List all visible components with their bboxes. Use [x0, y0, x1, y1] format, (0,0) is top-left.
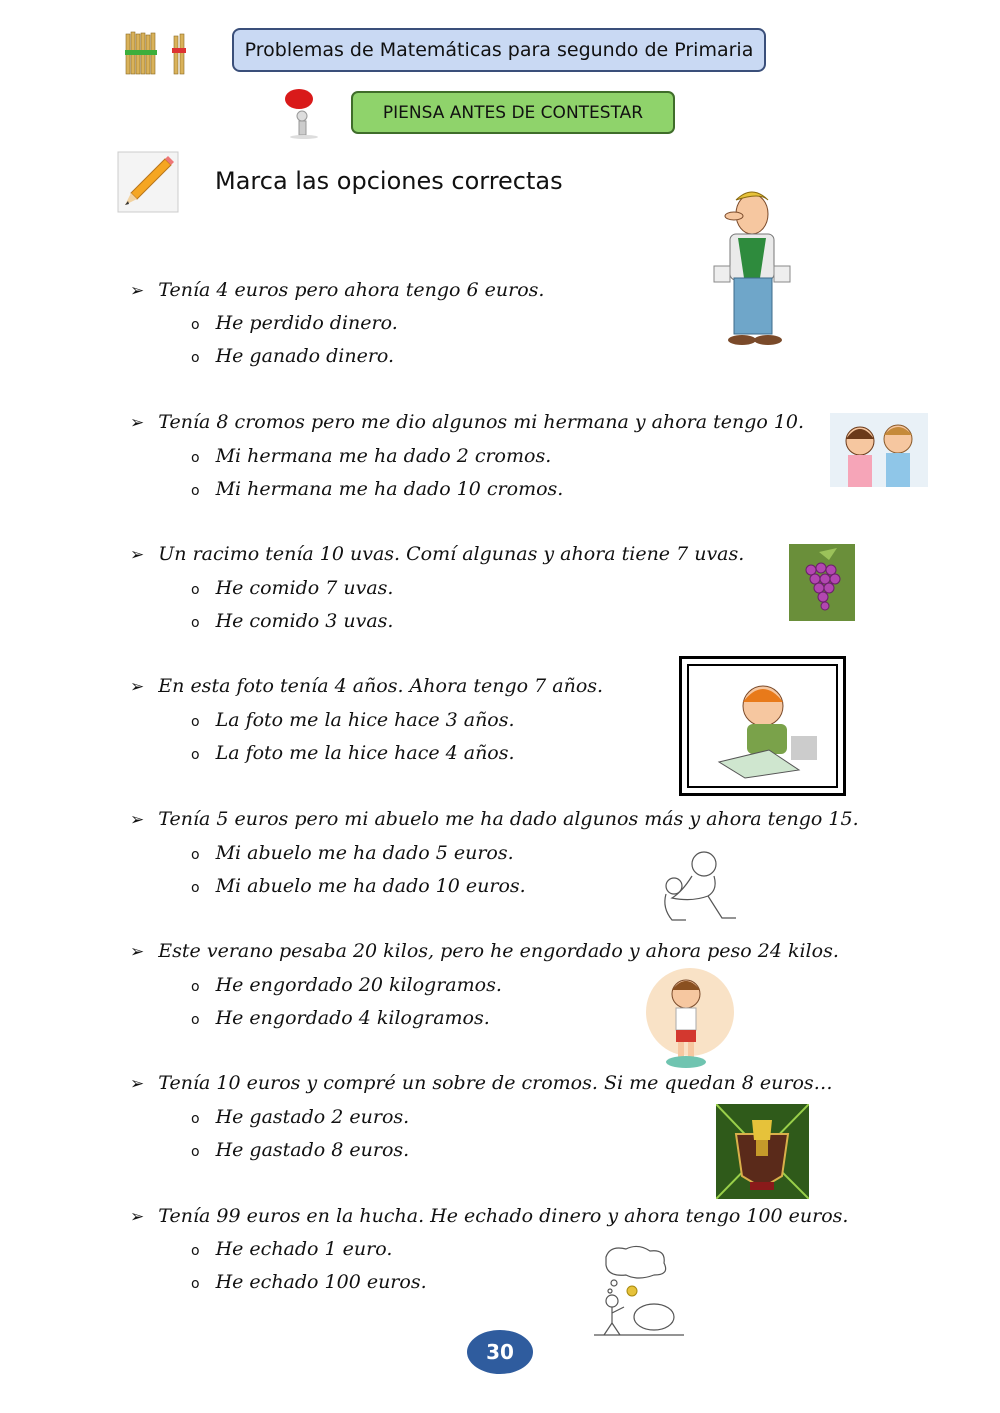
- option-text: La foto me la hice hace 4 años.: [215, 742, 515, 764]
- page-number: 30: [467, 1330, 533, 1374]
- trophy-shield-illustration: [716, 1104, 809, 1199]
- option-6b[interactable]: [191, 1007, 490, 1029]
- question-text: Tenía 10 euros y compré un sobre de cromos. Si me quedan 8 euros…: [158, 1072, 833, 1094]
- radio-circle-icon[interactable]: o: [191, 847, 200, 863]
- question-text: Tenía 4 euros pero ahora tengo 6 euros.: [158, 279, 545, 301]
- radio-circle-icon[interactable]: o: [191, 615, 200, 631]
- radio-circle-icon[interactable]: o: [191, 747, 200, 763]
- radio-circle-icon[interactable]: o: [191, 350, 200, 366]
- page-title: Problemas de Matemáticas para segundo de Primaria: [232, 28, 766, 72]
- option-text: He engordado 20 kilogramos.: [215, 974, 502, 996]
- radio-circle-icon[interactable]: o: [191, 582, 200, 598]
- arrow-bullet-icon: ➢: [130, 281, 145, 301]
- option-1a[interactable]: [191, 312, 398, 334]
- child-on-scale-illustration: [642, 968, 736, 1070]
- question-2: [130, 411, 804, 433]
- option-5b[interactable]: [191, 875, 526, 897]
- option-text: He echado 1 euro.: [215, 1238, 393, 1260]
- radio-circle-icon[interactable]: o: [191, 979, 200, 995]
- option-4a[interactable]: [191, 709, 515, 731]
- option-2b[interactable]: [191, 478, 563, 500]
- grapes-illustration: [789, 544, 855, 621]
- arrow-bullet-icon: ➢: [130, 413, 145, 433]
- option-4b[interactable]: [191, 742, 515, 764]
- instruction-heading: Marca las opciones correctas: [215, 167, 563, 195]
- radio-circle-icon[interactable]: o: [191, 1111, 200, 1127]
- arrow-bullet-icon: ➢: [130, 942, 145, 962]
- radio-circle-icon[interactable]: o: [191, 714, 200, 730]
- option-text: He comido 7 uvas.: [215, 577, 394, 599]
- option-text: He gastado 8 euros.: [215, 1139, 410, 1161]
- thinking-person-icon: [280, 88, 326, 140]
- pencil-icon: [117, 151, 179, 213]
- option-text: He echado 100 euros.: [215, 1271, 427, 1293]
- pencils-icon: [124, 30, 190, 76]
- question-8: [130, 1205, 848, 1227]
- arrow-bullet-icon: ➢: [130, 810, 145, 830]
- grandfather-sketch-illustration: [652, 846, 742, 928]
- option-text: Mi abuelo me ha dado 5 euros.: [215, 842, 514, 864]
- question-text: Este verano pesaba 20 kilos, pero he engordado y ahora peso 24 kilos.: [158, 940, 839, 962]
- arrow-bullet-icon: ➢: [130, 677, 145, 697]
- man-empty-pockets-illustration: [700, 186, 800, 348]
- option-8b[interactable]: [191, 1271, 427, 1293]
- question-5: [130, 808, 859, 830]
- radio-circle-icon[interactable]: o: [191, 1243, 200, 1259]
- radio-circle-icon[interactable]: o: [191, 317, 200, 333]
- question-7: [130, 1072, 833, 1094]
- option-5a[interactable]: [191, 842, 514, 864]
- arrow-bullet-icon: ➢: [130, 1207, 145, 1227]
- radio-circle-icon[interactable]: o: [191, 450, 200, 466]
- option-text: He ganado dinero.: [215, 345, 395, 367]
- option-6a[interactable]: [191, 974, 502, 996]
- option-text: He comido 3 uvas.: [215, 610, 394, 632]
- question-text: Un racimo tenía 10 uvas. Comí algunas y ahora tiene 7 uvas.: [158, 543, 745, 565]
- option-7b[interactable]: [191, 1139, 409, 1161]
- subtitle-banner: PIENSA ANTES DE CONTESTAR: [351, 91, 675, 134]
- option-3a[interactable]: [191, 577, 393, 599]
- option-3b[interactable]: [191, 610, 393, 632]
- radio-circle-icon[interactable]: o: [191, 1276, 200, 1292]
- question-text: Tenía 8 cromos pero me dio algunos mi hermana y ahora tengo 10.: [158, 411, 805, 433]
- radio-circle-icon[interactable]: o: [191, 1012, 200, 1028]
- photo-frame: [679, 656, 846, 796]
- question-3: [130, 543, 744, 565]
- option-text: La foto me la hice hace 3 años.: [215, 709, 515, 731]
- question-text: Tenía 5 euros pero mi abuelo me ha dado algunos más y ahora tengo 15.: [158, 808, 859, 830]
- radio-circle-icon[interactable]: o: [191, 483, 200, 499]
- radio-circle-icon[interactable]: o: [191, 880, 200, 896]
- question-text: Tenía 99 euros en la hucha. He echado dinero y ahora tengo 100 euros.: [158, 1205, 849, 1227]
- boy-looking-at-photos-illustration: [689, 666, 832, 782]
- arrow-bullet-icon: ➢: [130, 545, 145, 565]
- children-brushing-teeth-illustration: [830, 413, 928, 487]
- option-text: He gastado 2 euros.: [215, 1106, 410, 1128]
- option-2a[interactable]: [191, 445, 551, 467]
- option-1b[interactable]: [191, 345, 394, 367]
- option-text: Mi abuelo me ha dado 10 euros.: [215, 875, 526, 897]
- question-1: [130, 279, 544, 301]
- option-text: Mi hermana me ha dado 2 cromos.: [215, 445, 552, 467]
- option-7a[interactable]: [191, 1106, 409, 1128]
- option-text: Mi hermana me ha dado 10 cromos.: [215, 478, 564, 500]
- question-4: [130, 675, 603, 697]
- piggy-bank-thought-illustration: [594, 1243, 684, 1336]
- option-8a[interactable]: [191, 1238, 392, 1260]
- option-text: He engordado 4 kilogramos.: [215, 1007, 490, 1029]
- arrow-bullet-icon: ➢: [130, 1074, 145, 1094]
- question-6: [130, 940, 839, 962]
- radio-circle-icon[interactable]: o: [191, 1144, 200, 1160]
- option-text: He perdido dinero.: [215, 312, 398, 334]
- question-text: En esta foto tenía 4 años. Ahora tengo 7 años.: [158, 675, 604, 697]
